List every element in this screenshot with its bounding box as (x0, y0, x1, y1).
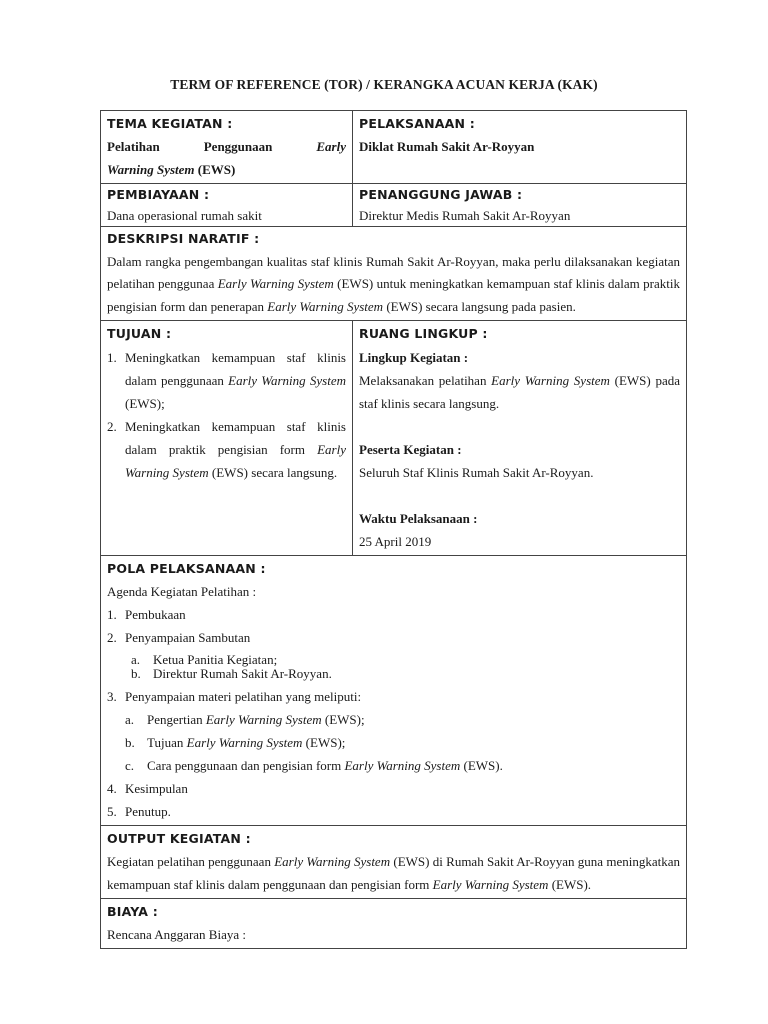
output-text (107, 850, 680, 896)
agenda-item (107, 777, 680, 800)
materi-b: (EWS); (302, 735, 346, 750)
materi-a: Cara penggunaan dan pengisian form (147, 758, 345, 773)
tema-label: TEMA KEGIATAN : (107, 116, 233, 131)
cell-biaya (101, 899, 687, 949)
agenda-text: Penyampaian materi pelatihan yang meliputi: (125, 689, 362, 704)
tujuan-item (107, 346, 346, 415)
materi-num: b. (125, 735, 135, 750)
materi-text (147, 708, 365, 731)
cell-pelaksanaan (353, 111, 687, 184)
cell-pola (101, 556, 687, 826)
penanggung-value: Direktur Medis Rumah Sakit Ar-Royyan (359, 208, 571, 223)
deskripsi-part-1: Dalam rangka pengembangan kualitas staf klinis Rumah Sakit Ar-Royyan, maka perlu dilaksanakan kegiatan pelatihan penggunaa (107, 253, 680, 291)
sambutan-list (131, 653, 680, 681)
tema-ews-rest: (EWS) (194, 162, 236, 177)
sambutan-text: Ketua Panitia Kegiatan; (153, 652, 278, 667)
deskripsi-part-3: (EWS) secara langsung pada pasien. (383, 298, 576, 314)
materi-text (147, 754, 503, 777)
agenda-num: 4. (107, 781, 117, 796)
tujuan-item-b: (EWS); (125, 396, 165, 411)
penanggung-label: PENANGGUNG JAWAB : (359, 187, 523, 202)
tujuan-label: TUJUAN : (107, 326, 172, 341)
output-em-1: Early Warning System (274, 854, 391, 869)
materi-a: Tujuan (147, 735, 187, 750)
sambutan-text: Direktur Rumah Sakit Ar-Royyan. (153, 666, 332, 681)
tema-line1 (107, 135, 346, 158)
agenda-num: 3. (107, 689, 117, 704)
deskripsi-em-1: Early Warning System (217, 276, 334, 291)
materi-item (125, 731, 680, 754)
waktu-label: Waktu Pelaksanaan : (359, 511, 478, 526)
document-title: TERM OF REFERENCE (TOR) / KERANGKA ACUAN KERJA (KAK) (170, 77, 598, 92)
agenda-list (107, 603, 680, 649)
deskripsi-em-2: Early Warning System (267, 298, 384, 314)
pembiayaan-label: PEMBIAYAAN : (107, 187, 210, 202)
output-label: OUTPUT KEGIATAN : (107, 831, 251, 846)
row-pembiayaan (101, 184, 687, 227)
sambutan-item (131, 653, 680, 667)
cell-ruang (353, 321, 687, 556)
pelaksanaan-value: Diklat Rumah Sakit Ar-Royyan (359, 139, 535, 154)
materi-b: (EWS); (321, 712, 365, 727)
agenda-label: Agenda Kegiatan Pelatihan : (107, 584, 257, 599)
agenda-text: Kesimpulan (125, 781, 188, 796)
output-a: Kegiatan pelatihan penggunaan (107, 854, 275, 869)
cell-deskripsi (101, 227, 687, 321)
cell-pembiayaan (101, 184, 353, 227)
output-c: (EWS). (548, 877, 592, 892)
materi-em: Early Warning System (205, 712, 322, 727)
pelaksanaan-label: PELAKSANAAN : (359, 116, 475, 131)
pembiayaan-value: Dana operasional rumah sakit (107, 208, 262, 223)
row-pola (101, 556, 687, 826)
agenda-num: 1. (107, 607, 117, 622)
materi-em: Early Warning System (344, 758, 461, 773)
agenda-text: Penyampaian Sambutan (125, 630, 251, 645)
tor-table (100, 110, 687, 949)
tujuan-item-a: Meningkatkan kemampuan staf klinis dalam praktik pengisian form (125, 419, 346, 457)
materi-a: Pengertian (147, 712, 206, 727)
tema-word-1: Pelatihan (107, 139, 160, 154)
materi-num: c. (125, 758, 135, 773)
tujuan-item-a: Meningkatkan kemampuan staf klinis dalam penggunaan (125, 350, 346, 388)
row-tema-pelaksanaan (101, 111, 687, 184)
agenda-item (107, 685, 680, 708)
sambutan-num: b. (131, 666, 141, 681)
tema-word-2: Penggunaan (203, 139, 273, 154)
deskripsi-part-2: (EWS) untuk meningkatkan kemampuan staf klinis dalam praktik pengisian form dan penerapan (107, 276, 680, 314)
cell-penanggung (353, 184, 687, 227)
tujuan-item-b: (EWS) secara langsung. (208, 465, 338, 480)
cell-tema (101, 111, 353, 184)
biaya-value: Rencana Anggaran Biaya : (107, 927, 246, 942)
sambutan-num: a. (131, 652, 141, 667)
materi-item (125, 754, 680, 777)
tujuan-item-em: Early Warning System (228, 373, 346, 388)
agenda-item (107, 626, 680, 649)
row-output (101, 826, 687, 899)
waktu-value: 25 April 2019 (359, 534, 432, 549)
deskripsi-label: DESKRIPSI NARATIF : (107, 231, 260, 246)
peserta-label: Peserta Kegiatan : (359, 442, 462, 457)
pola-label: POLA PELAKSANAAN : (107, 561, 266, 576)
sambutan-item (131, 667, 680, 681)
tujuan-item-num: 2. (107, 419, 117, 434)
agenda-text: Penutup. (125, 804, 171, 819)
lingkup-value (359, 369, 680, 415)
lingkup-b: (EWS) pada staf klinis secara langsung. (359, 373, 680, 411)
tema-ews-em: Warning System (107, 162, 195, 177)
agenda-num: 5. (107, 804, 117, 819)
biaya-label: BIAYA : (107, 904, 158, 919)
tujuan-list (107, 346, 346, 484)
materi-item (125, 708, 680, 731)
tujuan-item-em: Early Warning System (125, 442, 346, 480)
output-em-2: Early Warning System (432, 877, 549, 892)
tujuan-item (107, 415, 346, 484)
tujuan-item-text (125, 415, 346, 484)
tema-word-3: Early (316, 139, 346, 154)
lingkup-label: Lingkup Kegiatan : (359, 350, 469, 365)
materi-list (125, 708, 680, 777)
agenda-list-end (107, 777, 680, 823)
lingkup-em: Early Warning System (491, 373, 610, 388)
row-biaya (101, 899, 687, 949)
tujuan-item-num: 1. (107, 350, 117, 365)
cell-tujuan (101, 321, 353, 556)
lingkup-a: Melaksanakan pelatihan (359, 373, 492, 388)
tema-line2 (107, 158, 346, 181)
materi-b: (EWS). (460, 758, 503, 773)
agenda-item (107, 800, 680, 823)
row-deskripsi (101, 227, 687, 321)
materi-text (147, 731, 345, 754)
materi-num: a. (125, 712, 135, 727)
agenda-text: Pembukaan (125, 607, 186, 622)
ruang-label: RUANG LINGKUP : (359, 326, 488, 341)
tujuan-item-text (125, 346, 346, 415)
row-tujuan-ruang (101, 321, 687, 556)
materi-em: Early Warning System (186, 735, 303, 750)
agenda-list-cont (107, 685, 680, 708)
peserta-value: Seluruh Staf Klinis Rumah Sakit Ar-Royyan. (359, 465, 594, 480)
output-b: (EWS) di Rumah Sakit Ar-Royyan guna meningkatkan kemampuan staf klinis dalam penggunaan dan pengisian form (107, 854, 680, 892)
cell-output (101, 826, 687, 899)
agenda-item (107, 603, 680, 626)
deskripsi-text (107, 251, 680, 319)
agenda-num: 2. (107, 630, 117, 645)
